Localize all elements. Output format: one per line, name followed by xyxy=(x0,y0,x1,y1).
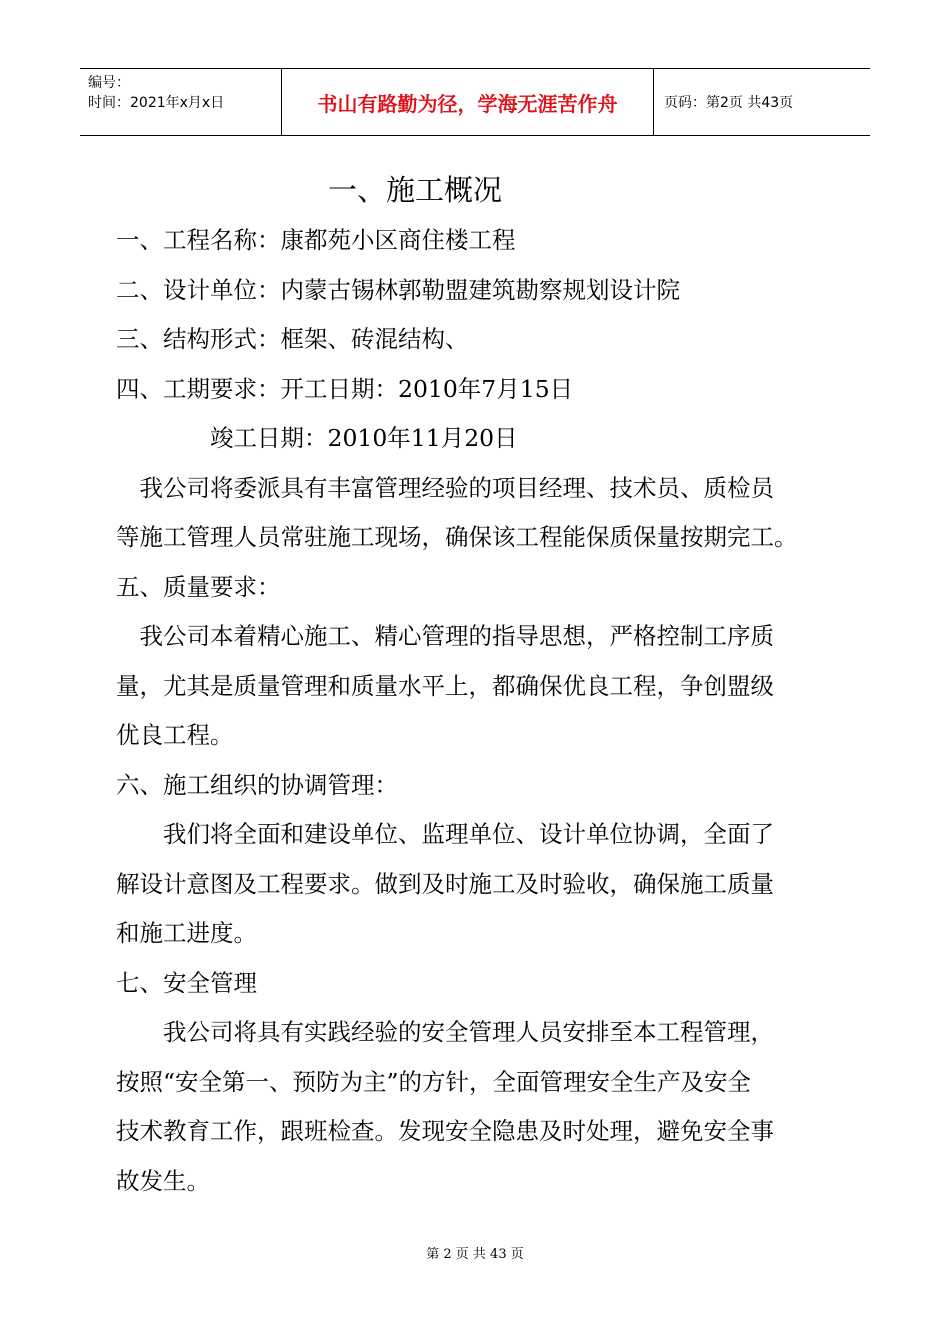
paragraph: 我公司将具有实践经验的安全管理人员安排至本工程管理， xyxy=(116,1018,774,1046)
paragraph: 我公司本着精心施工、精心管理的指导思想，严格控制工序质 xyxy=(116,622,774,650)
paragraph: 六、施工组织的协调管理： xyxy=(116,770,398,799)
page-header xyxy=(80,68,870,136)
paragraph: 七、安全管理 xyxy=(116,968,257,997)
paragraph: 我公司将委派具有丰富管理经验的项目经理、技术员、质检员 xyxy=(116,473,774,502)
header-meta xyxy=(80,69,282,135)
header-page-info: 页码：第2页 共43页 xyxy=(664,95,794,111)
document-body xyxy=(116,216,846,1206)
paragraph: 故发生。 xyxy=(116,1166,210,1195)
page-footer: 第 2 页 共 43 页 xyxy=(426,1247,524,1262)
paragraph: 量，尤其是质量管理和质量水平上，都确保优良工程，争创盟级 xyxy=(116,671,774,700)
paragraph: 我们将全面和建设单位、监理单位、设计单位协调，全面了 xyxy=(116,820,774,848)
header-time-label: 时间：2021年x月x日 xyxy=(88,95,225,111)
paragraph: 三、结构形式：框架、砖混结构、 xyxy=(116,325,469,353)
paragraph: 四、工期要求：开工日期：2010年7月15日 xyxy=(116,374,574,403)
paragraph: 一、工程名称：康都苑小区商住楼工程 xyxy=(116,226,516,254)
paragraph: 等施工管理人员常驻施工现场，确保该工程能保质保量按期完工。 xyxy=(116,523,798,551)
paragraph: 解设计意图及工程要求。做到及时施工及时验收，确保施工质量 xyxy=(116,869,774,898)
paragraph: 五、质量要求： xyxy=(116,572,281,601)
document-title: 一、施工概况 xyxy=(327,173,502,207)
paragraph: 二、设计单位：内蒙古锡林郭勒盟建筑勘察规划设计院 xyxy=(116,275,680,304)
paragraph: 竣工日期：2010年11月20日 xyxy=(116,424,518,452)
paragraph: 和施工进度。 xyxy=(116,919,257,947)
header-number-label: 编号： xyxy=(88,75,130,91)
paragraph: 按照“安全第一、预防为主”的方针，全面管理安全生产及安全 xyxy=(116,1067,752,1096)
paragraph: 优良工程。 xyxy=(116,721,234,749)
header-motto: 书山有路勤为径，学海无涯苦作舟 xyxy=(282,69,654,135)
paragraph: 技术教育工作，跟班检查。发现安全隐患及时处理，避免安全事 xyxy=(116,1117,774,1145)
